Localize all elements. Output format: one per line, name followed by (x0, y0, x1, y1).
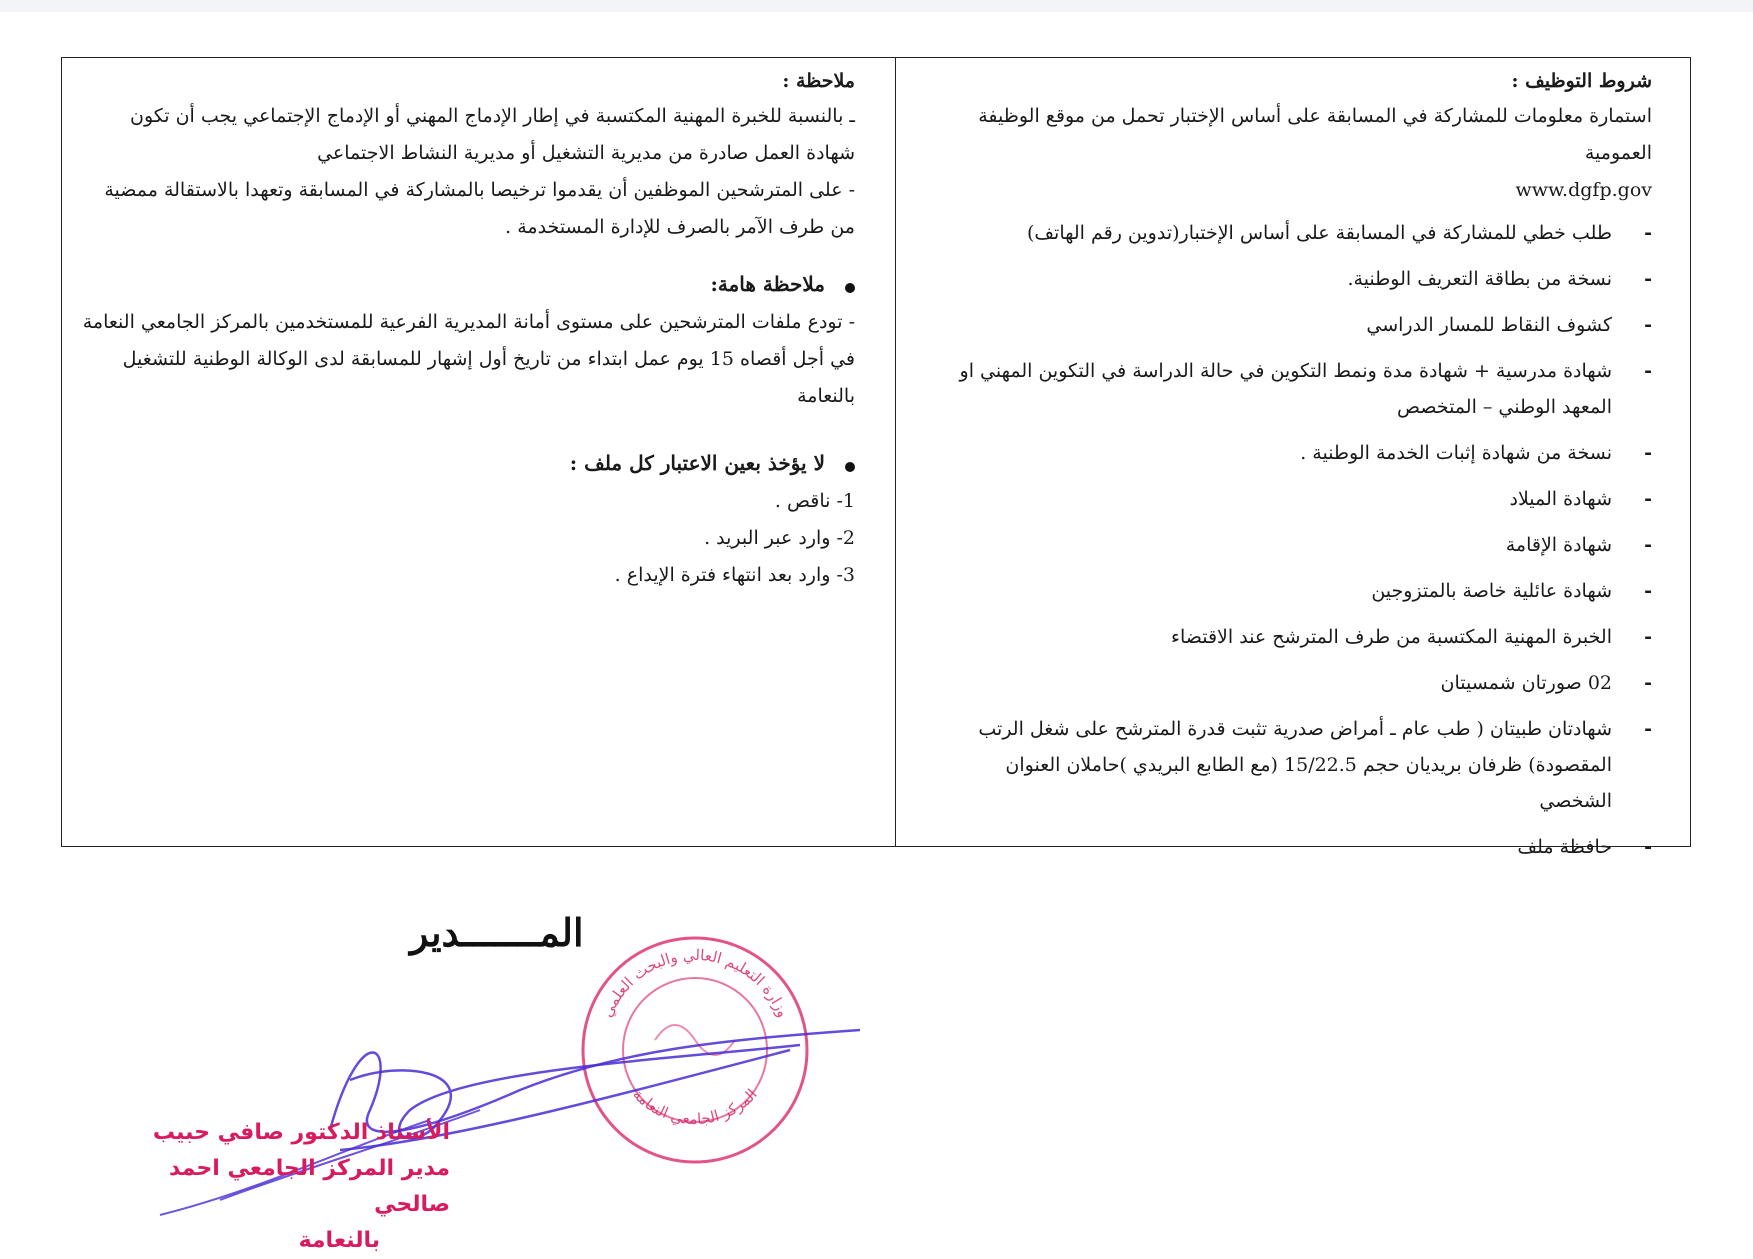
conditions-list (927, 215, 1652, 865)
conditions-heading: شروط التوظيف : (1511, 70, 1652, 92)
list-item: - طلب خطي للمشاركة في المسابقة على أساس الإختبار(تدوين رقم الهاتف) (1026, 222, 1652, 244)
list-item: - شهادة عائلية خاصة بالمتزوجين (1371, 580, 1652, 602)
signer-location: بالنعامة (298, 1228, 380, 1253)
list-item: - 02 صورتان شمسيتان (1440, 672, 1652, 694)
list-item: 2- وارد عبر البريد . (704, 527, 855, 549)
list-item: - شهادة الإقامة (1505, 534, 1652, 556)
note-item: ـ بالنسبة للخبرة المهنية المكتسبة في إطار الإدماج المهني أو الإدماج الإجتماعي يجب أن تكون شهادة العمل صادرة من مديرية التشغيل أو مديرية النشاط الاجتماعي (130, 105, 855, 164)
note-heading: ملاحظة : (782, 70, 855, 92)
scan-top-band (0, 0, 1753, 12)
bullet-icon (845, 462, 855, 472)
bullet-icon (845, 283, 855, 293)
column-divider (895, 58, 896, 846)
list-item: - الخبرة المهنية المكتسبة من طرف المترشح عند الاقتضاء (1171, 626, 1652, 648)
rejection-list (82, 483, 855, 594)
note-item: - على المترشحين الموظفين أن يقدموا ترخيصا بالمشاركة في المسابقة وتعهدا بالاستقالة ممضية من طرف الآمر بالصرف للإدارة المستخدمة . (104, 179, 855, 238)
signer-block (90, 1115, 450, 1259)
list-item: 1- ناقص . (774, 490, 855, 512)
rejection-heading: لا يؤخذ بعين الاعتبار كل ملف : (82, 451, 855, 475)
important-note-text: - تودع ملفات المترشحين على مستوى أمانة المديرية الفرعية للمستخدمين بالمركز الجامعي النعامة في أجل أقصاه 15 يوم عمل ابتداء من تاريخ أول إشهار للمسابقة لدى الوكالة الوطنية للتشغيل بالنعامة (82, 311, 855, 407)
list-item: - شهادة مدرسية + شهادة مدة ونمط التكوين في حالة الدراسة في التكوين المهني او المعهد الوطني – المتخصص (959, 360, 1652, 418)
signer-position: مدير المركز الجامعي احمد صالحي (168, 1156, 450, 1217)
recruitment-conditions-column (897, 58, 1692, 875)
list-item: - شهادتان طبيتان ( طب عام ـ أمراض صدرية تثبت قدرة المترشح على شغل الرتب المقصودة) ظرفان بريديان حجم 15/22.5 (مع الطابع البريدي )حاملان العنوان الشخصي (978, 718, 1652, 812)
director-title: المـــــــدير (410, 910, 584, 955)
list-item: - نسخة من بطاقة التعريف الوطنية. (1347, 268, 1652, 290)
signature-area (60, 890, 910, 1253)
list-item: - نسخة من شهادة إثبات الخدمة الوطنية . (1300, 442, 1652, 464)
notes-column (62, 58, 895, 594)
signer-name: الأستاذ الدكتور صافي حبيب (152, 1120, 450, 1145)
stamp-top-text: وزارة التعليم العالي والبحث العلمي (597, 945, 793, 1020)
list-item: - حافظة ملف (1517, 836, 1652, 858)
list-item: - كشوف النقاط للمسار الدراسي (1366, 314, 1652, 336)
important-note-heading: ملاحظة هامة: (82, 272, 855, 296)
intro-text: استمارة معلومات للمشاركة في المسابقة على أساس الإختبار تحمل من موقع الوظيفة العمومية (978, 105, 1652, 164)
document-frame (61, 57, 1691, 858)
stamp-bottom-text: المركز الجامعي النعامة (629, 1085, 761, 1129)
conditions-intro (927, 98, 1652, 209)
list-item: - شهادة الميلاد (1509, 488, 1652, 510)
dgfp-url: www.dgfp.gov (1515, 179, 1652, 201)
list-item: 3- وارد بعد انتهاء فترة الإيداع . (614, 564, 855, 586)
